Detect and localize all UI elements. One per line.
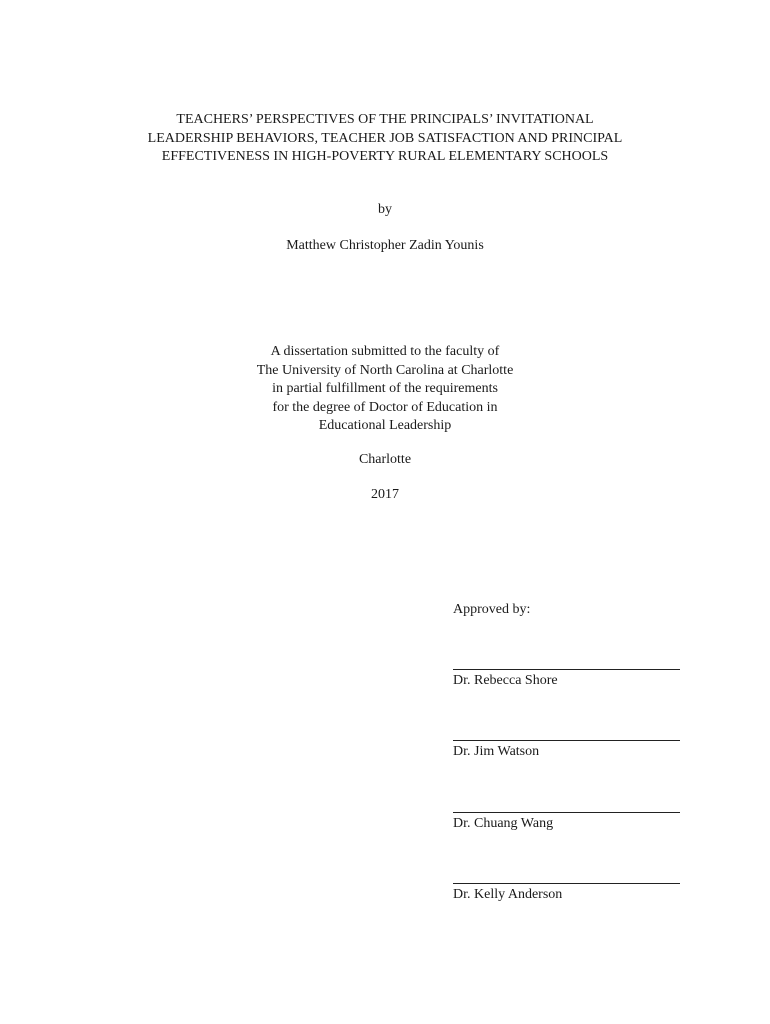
statement-line: Educational Leadership bbox=[318, 418, 452, 433]
approved-by-label: Approved by: bbox=[453, 602, 531, 617]
signatory-name: Dr. Kelly Anderson bbox=[453, 887, 563, 902]
signatory-name: Dr. Rebecca Shore bbox=[453, 673, 558, 688]
author-name: Matthew Christopher Zadin Younis bbox=[286, 238, 484, 253]
statement-line: for the degree of Doctor of Education in bbox=[272, 399, 498, 415]
signature-line bbox=[453, 740, 680, 741]
signatory-name: Dr. Jim Watson bbox=[453, 744, 540, 759]
year: 2017 bbox=[371, 487, 399, 502]
statement-line: in partial fulfillment of the requirements bbox=[272, 381, 498, 396]
signature-line bbox=[453, 669, 680, 670]
signatory-name: Dr. Chuang Wang bbox=[453, 816, 554, 831]
signature-line bbox=[453, 883, 680, 884]
title-line: EFFECTIVENESS IN HIGH-POVERTY RURAL ELEMENTARY SCHOOLS bbox=[161, 149, 609, 164]
dissertation-title bbox=[0, 111, 770, 167]
title-line: TEACHERS’ PERSPECTIVES OF THE PRINCIPALS’ INVITATIONAL bbox=[176, 112, 594, 127]
by-label: by bbox=[378, 202, 392, 217]
submission-statement bbox=[0, 343, 770, 436]
title-line: LEADERSHIP BEHAVIORS, TEACHER JOB SATISFACTION AND PRINCIPAL bbox=[147, 130, 623, 146]
statement-line: The University of North Carolina at Charlotte bbox=[256, 362, 514, 378]
signature-line bbox=[453, 812, 680, 813]
city: Charlotte bbox=[358, 452, 412, 467]
statement-line: A dissertation submitted to the faculty of bbox=[270, 344, 500, 359]
